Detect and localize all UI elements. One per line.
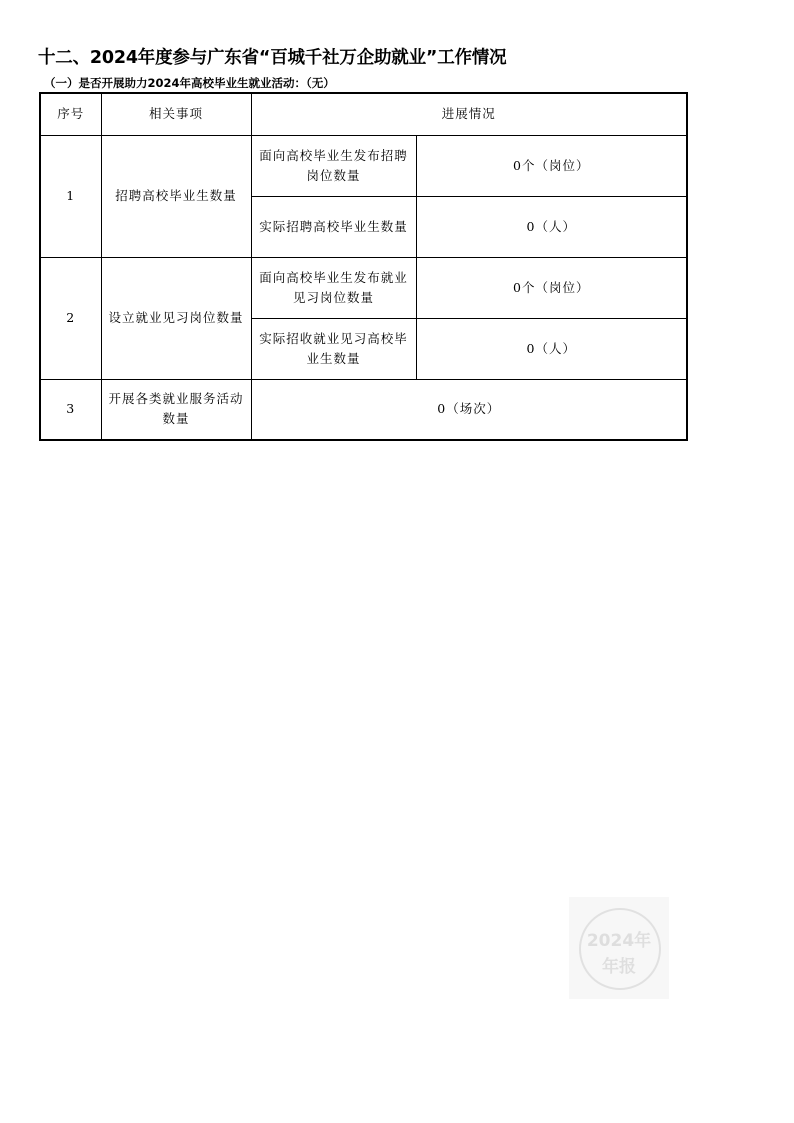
row-value: 0（场次） (251, 379, 687, 440)
row-index: 2 (40, 257, 101, 379)
sub-item-value: 0个（岗位） (416, 135, 687, 196)
header-progress: 进展情况 (251, 93, 687, 135)
stamp-label-text: 年报 (602, 957, 636, 977)
header-item: 相关事项 (101, 93, 251, 135)
row-item: 设立就业见习岗位数量 (101, 257, 251, 379)
table-row (40, 257, 687, 318)
sub-item-value: 0（人） (416, 196, 687, 257)
table-header-row (40, 93, 687, 135)
sub-item-label: 实际招聘高校毕业生数量 (251, 196, 416, 257)
sub-item-value: 0（人） (416, 318, 687, 379)
row-index: 3 (40, 379, 101, 440)
annual-report-stamp (569, 897, 669, 999)
employment-activity-table (39, 92, 688, 441)
header-index: 序号 (40, 93, 101, 135)
table-row (40, 379, 687, 440)
sub-item-label: 面向高校毕业生发布招聘岗位数量 (251, 135, 416, 196)
row-index: 1 (40, 135, 101, 257)
row-item: 招聘高校毕业生数量 (101, 135, 251, 257)
sub-item-value: 0个（岗位） (416, 257, 687, 318)
section-title: 十二、2024年度参与广东省“百城千社万企助就业”工作情况 (38, 48, 507, 68)
section-subtitle: （一）是否开展助力2024年高校毕业生就业活动：（无） (44, 76, 335, 90)
table-row (40, 135, 687, 196)
sub-item-label: 面向高校毕业生发布就业见习岗位数量 (251, 257, 416, 318)
stamp-year-text: 2024年 (586, 931, 652, 951)
row-item: 开展各类就业服务活动数量 (101, 379, 251, 440)
sub-item-label: 实际招收就业见习高校毕业生数量 (251, 318, 416, 379)
